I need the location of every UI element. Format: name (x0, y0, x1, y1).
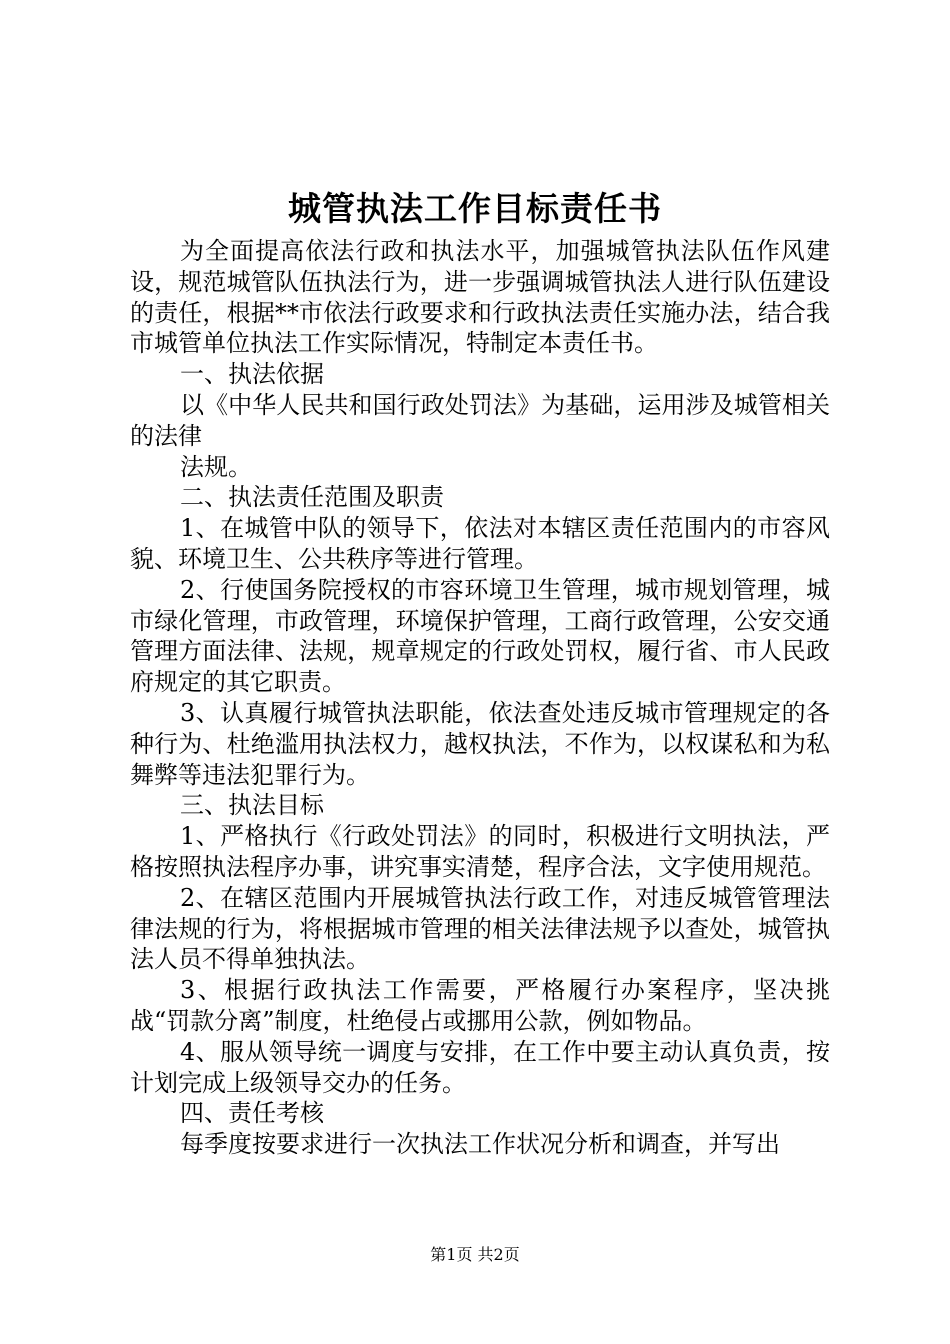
paragraph-goal-4: 4、服从领导统一调度与安排，在工作中要主动认真负责，按计划完成上级领导交办的任务。 (130, 1037, 830, 1097)
paragraph-intro: 为全面提高依法行政和执法水平，加强城管执法队伍作风建设，规范城管队伍执法行为，进一步强调城管执法人进行队伍建设的责任，根据**市依法行政要求和行政执法责任实施办法，结合我市城管单位执法工作实际情况，特制定本责任书。 (130, 237, 830, 358)
paragraph-goal-1: 1、严格执行《行政处罚法》的同时，积极进行文明执法，严格按照执法程序办事，讲究事实清楚，程序合法，文字使用规范。 (130, 822, 830, 881)
heading-assessment: 四、责任考核 (180, 1099, 324, 1128)
paragraph-scope-3: 3、认真履行城管执法职能，依法查处违反城市管理规定的各种行为、杜绝滥用执法权力，越权执法，不作为，以权谋私和为私舞弊等违法犯罪行为。 (130, 698, 830, 789)
paragraph-basis: 以《中华人民共和国行政处罚法》为基础，运用涉及城管相关的法律 (130, 390, 830, 450)
paragraph-scope-1: 1、在城管中队的领导下，依法对本辖区责任范围内的市容风貌、环境卫生、公共秩序等进行管理。 (130, 514, 830, 573)
paragraph-goal-2: 2、在辖区范围内开展城管执法行政工作，对违反城管管理法律法规的行为，将根据城市管理的相关法律法规予以查处，城管执法人员不得单独执法。 (130, 883, 830, 974)
paragraph-scope-2: 2、行使国务院授权的市容环境卫生管理，城市规划管理，城市绿化管理，市政管理，环境保护管理，工商行政管理，公安交通管理方面法律、法规，规章规定的行政处罚权，履行省、市人民政府规定的其它职责。 (130, 575, 830, 697)
paragraph-goal-3: 3、根据行政执法工作需要，严格履行办案程序，坚决挑战“罚款分离”制度，杜绝侵占或挪用公款，例如物品。 (130, 976, 830, 1035)
page-number-footer: 第1页 共2页 (430, 1245, 520, 1264)
paragraph-basis-cont: 法规。 (180, 452, 252, 481)
heading-scope: 二、执法责任范围及职责 (180, 483, 444, 512)
document-body (130, 236, 830, 1160)
document-title: 城管执法工作目标责任书 (288, 189, 662, 228)
heading-goals: 三、执法目标 (180, 791, 324, 820)
heading-basis: 一、执法依据 (180, 360, 324, 389)
paragraph-assessment: 每季度按要求进行一次执法工作状况分析和调查，并写出 (180, 1130, 780, 1159)
